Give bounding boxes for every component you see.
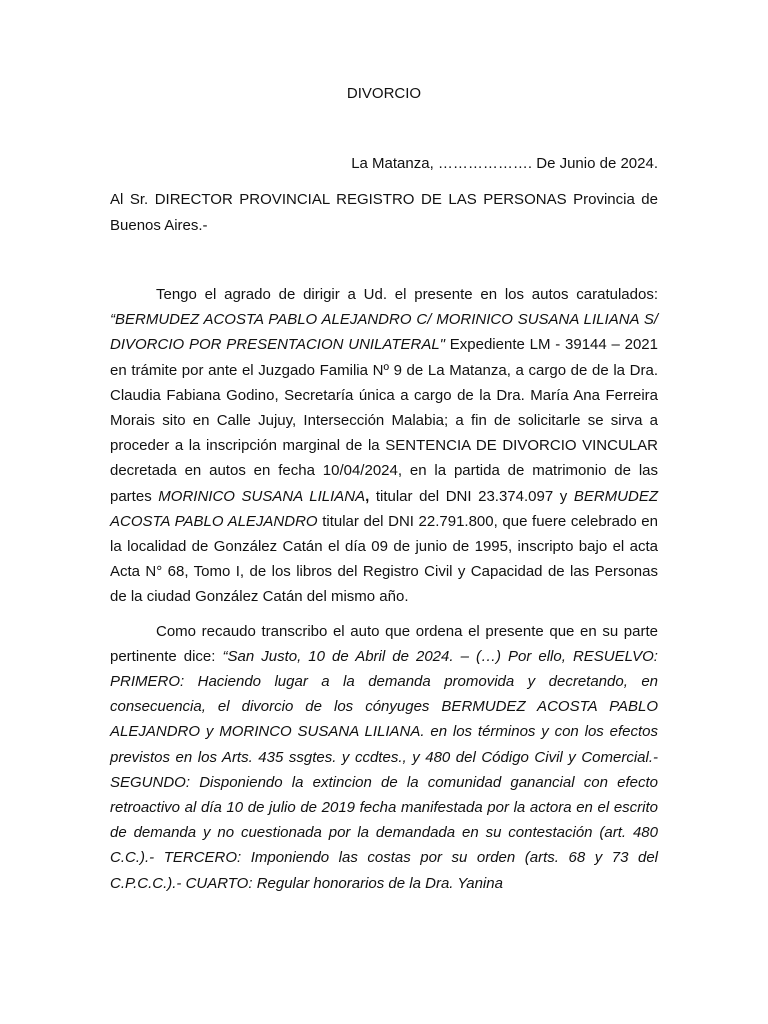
document-title: DIVORCIO bbox=[346, 85, 422, 102]
party-name-1-comma: , bbox=[365, 487, 370, 505]
p1-intro: Tengo el agrado de dirigir a Ud. el presente en los autos caratulados: bbox=[156, 286, 658, 303]
p1-marriage-details: titular del DNI 22.791.800, que fuere celebrado en la localidad de González Catán el día 09 de junio de 1995, inscripto bajo el acta Acta N° 68, Tomo I, de los libros del Registro Civil y Capacidad de las Personas de la ciudad González Catán del mismo año. bbox=[110, 512, 658, 606]
party-name-1: MORINICO SUSANA LILIANA bbox=[158, 487, 366, 505]
court-order-quote: “San Justo, 10 de Abril de 2024. – (…) Por ello, RESUELVO: PRIMERO: Haciendo lugar a la demanda promovida y decretando, en consecuencia, el divorcio de los cónyuges BERMUDEZ ACOSTA PABLO ALEJANDRO y MORINCO SUSANA LILIANA. en los términos y con los efectos previstos en los Arts. 435 ssgtes. y ccdtes., y 480 del Código Civil y Comercial.- SEGUNDO: Disponiendo la extincion de la comunidad ganancial con efecto retroactivo al día 10 de julio de 2019 fecha manifestada por la actora en el escrito de demanda y no cuestionada por la demandada en su contestación (art. 480 C.C.).- TERCERO: Imponiendo las costas por su orden (arts. 68 y 73 del C.P.C.C.).- CUARTO: Regular honorarios de la Dra. Yanina bbox=[110, 647, 658, 892]
p2-intro: Como recaudo transcribo el auto que ordena el presente que en su parte pertinente dice: bbox=[110, 622, 658, 665]
p1-details: Expediente LM - 39144 – 2021 en trámite por ante el Juzgado Familia Nº 9 de La Matanza, a cargo de de la Dra. Claudia Fabiana Godino, Secretaría única a cargo de la Dra. María Ana Ferreira Morais sito en Calle Jujuy, Intersección Malabia; a fin de solicitarle se sirva a proceder a la inscripción marginal de la SENTENCIA DE DIVORCIO VINCULAR decretada en autos en fecha 10/04/2024, en la partida de matrimonio de las partes bbox=[110, 336, 658, 505]
letter-body bbox=[110, 282, 658, 896]
recipient-line: Al Sr. DIRECTOR PROVINCIAL REGISTRO DE LAS PERSONAS Provincia de Buenos Aires.- bbox=[110, 191, 658, 234]
case-title: “BERMUDEZ ACOSTA PABLO ALEJANDRO C/ MORINICO SUSANA LILIANA S/ DIVORCIO POR PRESENTACION UNILATERAL" bbox=[110, 311, 658, 354]
date-line: La Matanza, ………………. De Junio de 2024. bbox=[351, 155, 658, 172]
paragraph-request bbox=[110, 282, 658, 610]
party-name-2: BERMUDEZ ACOSTA PABLO ALEJANDRO bbox=[110, 487, 659, 530]
p1-dni-1: titular del DNI 23.374.097 y bbox=[369, 487, 574, 505]
paragraph-transcription bbox=[110, 619, 658, 896]
